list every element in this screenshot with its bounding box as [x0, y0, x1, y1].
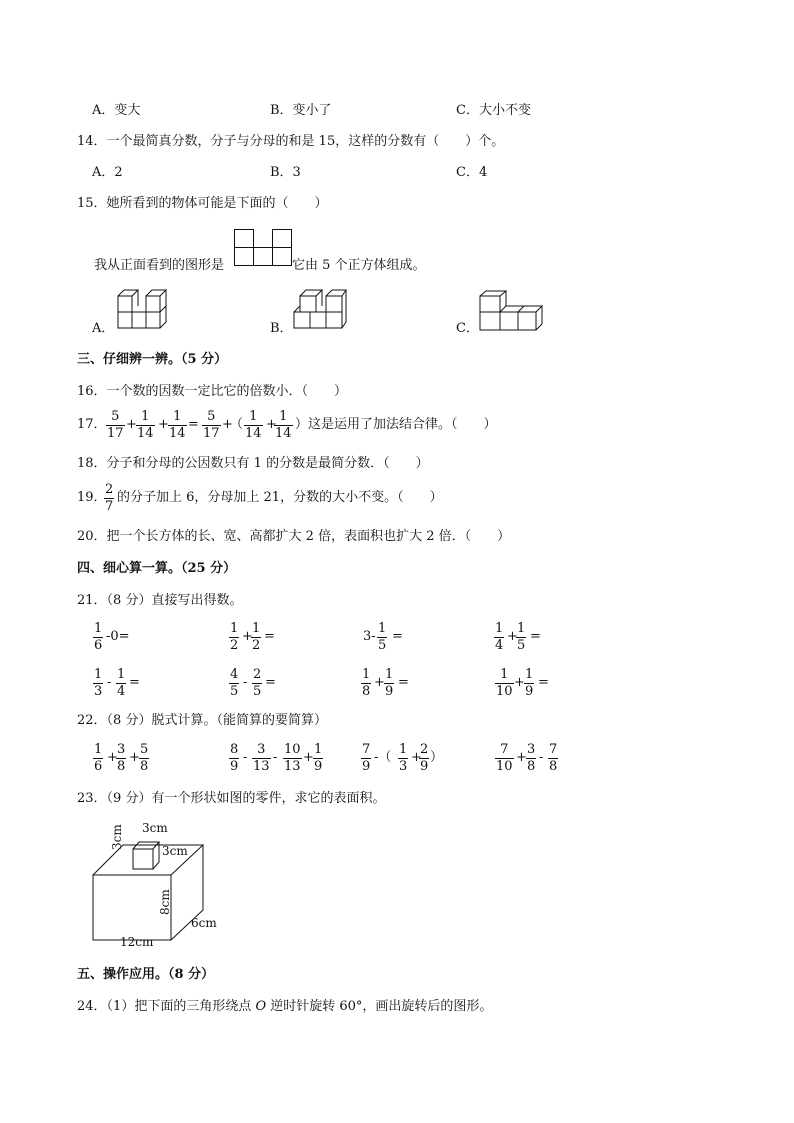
fraction: 1 2: [230, 621, 239, 653]
operator: +: [242, 629, 253, 644]
fraction: 1 9: [525, 667, 534, 699]
q14-option-b: B．3: [270, 165, 301, 180]
fraction: 4 5: [230, 667, 239, 699]
q15-speech-part1: 我从正面看到的图形是: [94, 258, 225, 273]
operator: +: [514, 675, 525, 690]
fraction: 1 4: [117, 667, 126, 699]
fraction: 3 8: [527, 742, 536, 774]
q20-text: 20．把一个长方体的长、宽、高都扩大 2 倍，表面积也扩大 2 倍．（ ）: [77, 529, 511, 544]
q14-option-c: C．4: [456, 165, 488, 180]
label-height-8cm: 8cm: [158, 889, 172, 915]
q13-option-b: B．变小了: [270, 103, 332, 118]
fraction: 2 9: [420, 742, 429, 774]
q19-statement: 的分子加上 6，分母加上 21，分数的大小不变。（ ）: [117, 490, 443, 505]
q16-text: 16．一个数的因数一定比它的倍数小．（ ）: [77, 384, 348, 399]
fraction: 1 14: [275, 409, 292, 441]
fraction: 2 5: [253, 667, 262, 699]
fraction: 2 7: [105, 482, 114, 514]
label-left-3cm: 3cm: [110, 824, 124, 850]
fraction: 8 9: [230, 742, 239, 774]
q15-text: 15．她所看到的物体可能是下面的（ ）: [77, 196, 328, 211]
fraction: 1 3: [94, 667, 103, 699]
fraction: 5 17: [203, 409, 220, 441]
fraction: 1 9: [385, 667, 394, 699]
equals-sign: =: [538, 675, 549, 690]
equals-sign: =: [392, 629, 403, 644]
q15-option-b: B．: [270, 321, 293, 336]
plus-sign: +: [126, 417, 137, 432]
q24-text-part2: 逆时针旋转 60°，画出旋转后的图形。: [266, 999, 493, 1014]
equals-sign: =: [398, 675, 409, 690]
equals-sign: =: [264, 629, 275, 644]
fraction: 1 14: [245, 409, 262, 441]
operator: -: [243, 750, 248, 765]
fraction: 1 5: [517, 621, 526, 653]
equals-sign: =: [530, 629, 541, 644]
fraction: 10 13: [284, 742, 301, 774]
q19-number: 19．: [77, 490, 107, 505]
label-length-12cm: 12cm: [120, 935, 154, 949]
fraction: 3 8: [117, 742, 126, 774]
q23-text: 23．（9 分）有一个形状如图的零件，求它的表面积。: [77, 791, 386, 806]
label-side-3cm: 3cm: [162, 844, 188, 858]
cube-stack-c: [478, 290, 546, 334]
operator: -: [107, 675, 112, 690]
equals-sign: =: [188, 417, 199, 432]
fraction: 5 17: [107, 409, 124, 441]
fraction: 1 4: [495, 621, 504, 653]
fraction: 7 8: [549, 742, 558, 774]
q15-option-c: C．: [456, 321, 479, 336]
q13-option-a: A．变大: [92, 103, 141, 118]
operator: +: [516, 750, 527, 765]
q24-text: [77, 999, 492, 1015]
fraction: 7 9: [362, 742, 371, 774]
fraction: 1 14: [169, 409, 186, 441]
expression-tail: -0=: [106, 629, 130, 644]
expression-lead: 3-: [363, 629, 376, 644]
fraction: 7 10: [496, 742, 513, 774]
cube-stack-a: [116, 288, 168, 334]
fraction: 5 8: [140, 742, 149, 774]
q21-text: 21．（8 分）直接写出得数。: [77, 593, 243, 608]
q15-speech-part2: 它由 5 个正方体组成。: [292, 258, 426, 273]
operator: +: [374, 675, 385, 690]
fraction: 1 3: [399, 742, 408, 774]
fraction: 1 2: [252, 621, 261, 653]
operator: +: [129, 750, 140, 765]
operator: +: [303, 750, 314, 765]
q14-option-a: A．2: [92, 165, 123, 180]
fraction: 1 14: [137, 409, 154, 441]
cube-stack-b: [292, 288, 348, 334]
q13-option-c: C．大小不变: [456, 103, 531, 118]
operator: +: [411, 750, 422, 765]
fraction: 1 9: [314, 742, 323, 774]
operator: +: [107, 750, 118, 765]
left-paren: （: [230, 417, 244, 432]
operator: ）: [430, 750, 444, 765]
label-depth-6cm: 6cm: [191, 916, 217, 930]
point-o-label: O: [255, 999, 267, 1014]
operator: +: [507, 629, 518, 644]
fraction: 1 8: [362, 667, 371, 699]
fraction: 1 5: [378, 621, 387, 653]
q14-text: 14．一个最简真分数，分子与分母的和是 15，这样的分数有（ ）个。: [77, 134, 505, 149]
front-view-figure: [234, 229, 292, 267]
q17-statement: ）这是运用了加法结合律。（ ）: [295, 417, 497, 432]
q18-text: 18．分子和分母的公因数只有 1 的分数是最简分数．（ ）: [77, 456, 429, 471]
section-3-title: 三、仔细辨一辨。（5 分）: [77, 352, 228, 367]
operator: -: [243, 675, 248, 690]
equals-sign: =: [129, 675, 140, 690]
plus-sign: +: [266, 417, 277, 432]
plus-sign: +: [222, 417, 233, 432]
label-top-3cm: 3cm: [142, 821, 168, 835]
operator: -（: [374, 750, 392, 765]
section-4-title: 四、细心算一算。（25 分）: [77, 561, 237, 576]
q24-text-part1: 24．（1）把下面的三角形绕点: [77, 999, 256, 1014]
fraction: 3 13: [253, 742, 270, 774]
q17-number: 17．: [77, 417, 107, 432]
operator: -: [539, 750, 544, 765]
plus-sign: +: [158, 417, 169, 432]
q15-option-a: A．: [92, 321, 115, 336]
q22-text: 22．（8 分）脱式计算。（能简算的要简算）: [77, 713, 327, 728]
equals-sign: =: [265, 675, 276, 690]
fraction: 1 6: [94, 621, 103, 653]
operator: -: [273, 750, 278, 765]
fraction: 1 10: [496, 667, 513, 699]
section-5-title: 五、操作应用。（8 分）: [77, 967, 215, 982]
fraction: 1 6: [94, 742, 103, 774]
